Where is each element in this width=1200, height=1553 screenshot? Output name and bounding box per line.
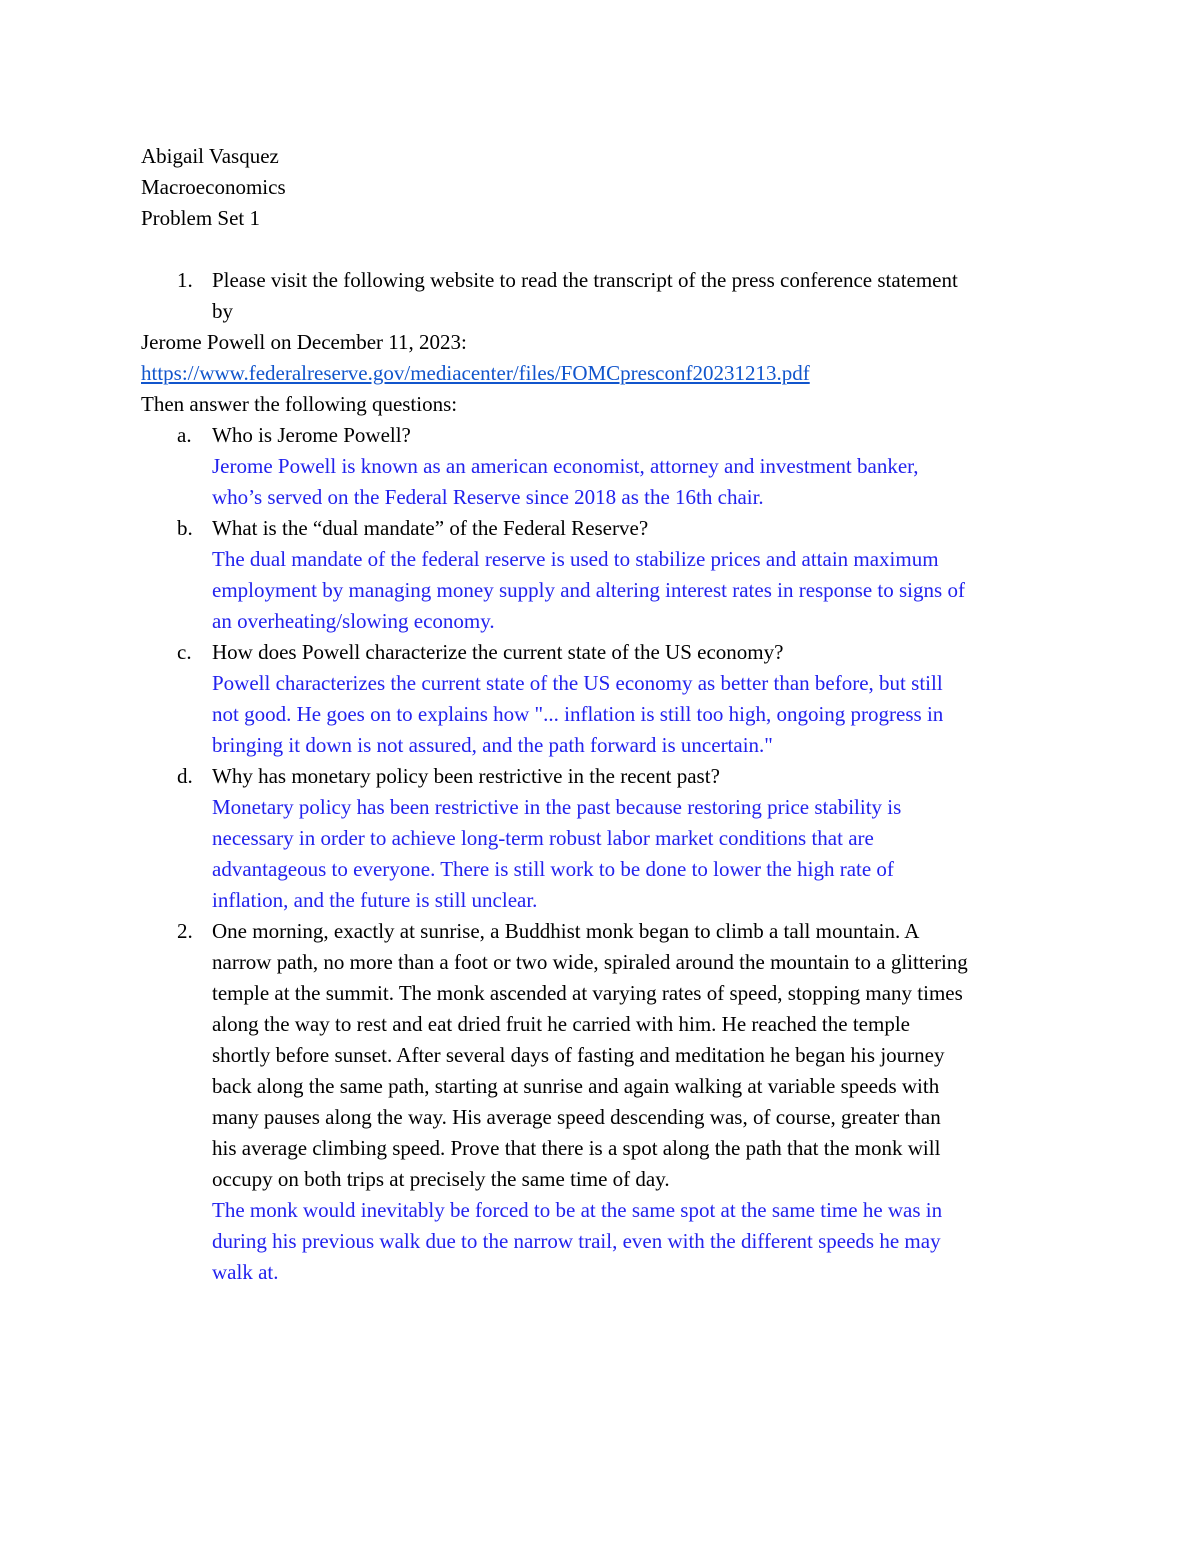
question-1a xyxy=(141,420,1066,513)
part-letter: b. xyxy=(177,516,193,540)
question-1-number: 1. xyxy=(177,268,193,292)
answer-line: Powell characterizes the current state of the US economy as better than before, but still xyxy=(212,671,943,695)
spacer xyxy=(141,234,1066,265)
question-2-line: many pauses along the way. His average speed descending was, of course, greater than xyxy=(212,1105,941,1129)
answer-line: bringing it down is not assured, and the path forward is uncertain." xyxy=(212,733,773,757)
student-name: Abigail Vasquez xyxy=(141,144,279,168)
answer-line: during his previous walk due to the narrow trail, even with the different speeds he may xyxy=(212,1229,941,1253)
answer-line: Monetary policy has been restrictive in the past because restoring price stability is xyxy=(212,795,902,819)
part-question: Why has monetary policy been restrictive in the recent past? xyxy=(212,764,720,788)
question-2 xyxy=(141,916,1066,1288)
question-2-line: along the way to rest and eat dried fruit he carried with him. He reached the temple xyxy=(212,1012,910,1036)
part-question: What is the “dual mandate” of the Federal Reserve? xyxy=(212,516,649,540)
question-2-line: One morning, exactly at sunrise, a Buddhist monk began to climb a tall mountain. A xyxy=(212,919,920,943)
part-letter: d. xyxy=(177,764,193,788)
question-2-line: back along the same path, starting at sunrise and again walking at variable speeds with xyxy=(212,1074,940,1098)
question-1c xyxy=(141,637,1066,761)
question-2-line: temple at the summit. The monk ascended at varying rates of speed, stopping many times xyxy=(212,981,963,1005)
answer-line: not good. He goes on to explains how "... inflation is still too high, ongoing progress in xyxy=(212,702,944,726)
answer-line: advantageous to everyone. There is still work to be done to lower the high rate of xyxy=(212,857,894,881)
answer-line: The monk would inevitably be forced to be at the same spot at the same time he was in xyxy=(212,1198,943,1222)
answer-line: Jerome Powell is known as an american economist, attorney and investment banker, xyxy=(212,454,919,478)
part-question: Who is Jerome Powell? xyxy=(212,423,411,447)
question-1-prompt-line: Please visit the following website to read the transcript of the press conference statement xyxy=(212,268,958,292)
question-1b xyxy=(141,513,1066,637)
question-2-line: occupy on both trips at precisely the same time of day. xyxy=(212,1167,670,1191)
answer-line: inflation, and the future is still unclear. xyxy=(212,888,538,912)
question-2-line: shortly before sunset. After several days of fasting and meditation he began his journey xyxy=(212,1043,945,1067)
question-1-prompt-line: by xyxy=(212,299,233,323)
question-2-line: narrow path, no more than a foot or two wide, spiraled around the mountain to a glittering xyxy=(212,950,968,974)
transcript-link[interactable]: https://www.federalreserve.gov/mediacenter/files/FOMCpresconf20231213.pdf xyxy=(141,361,810,385)
answer-line: necessary in order to achieve long-term robust labor market conditions that are xyxy=(212,826,874,850)
document-page xyxy=(141,141,1066,1288)
course-name: Macroeconomics xyxy=(141,175,286,199)
part-question: How does Powell characterize the current state of the US economy? xyxy=(212,640,784,664)
question-1 xyxy=(141,265,1066,327)
question-1-instruction: Then answer the following questions: xyxy=(141,392,458,416)
header-block xyxy=(141,141,1066,234)
question-2-line: his average climbing speed. Prove that there is a spot along the path that the monk will xyxy=(212,1136,941,1160)
answer-line: The dual mandate of the federal reserve is used to stabilize prices and attain maximum xyxy=(212,547,939,571)
part-letter: c. xyxy=(177,640,192,664)
part-letter: a. xyxy=(177,423,192,447)
question-1-continuation: Jerome Powell on December 11, 2023: xyxy=(141,330,467,354)
answer-line: walk at. xyxy=(212,1260,279,1284)
question-1d xyxy=(141,761,1066,916)
answer-line: an overheating/slowing economy. xyxy=(212,609,495,633)
assignment-title: Problem Set 1 xyxy=(141,206,260,230)
answer-line: employment by managing money supply and altering interest rates in response to signs of xyxy=(212,578,965,602)
question-2-number: 2. xyxy=(177,919,193,943)
answer-line: who’s served on the Federal Reserve since 2018 as the 16th chair. xyxy=(212,485,764,509)
